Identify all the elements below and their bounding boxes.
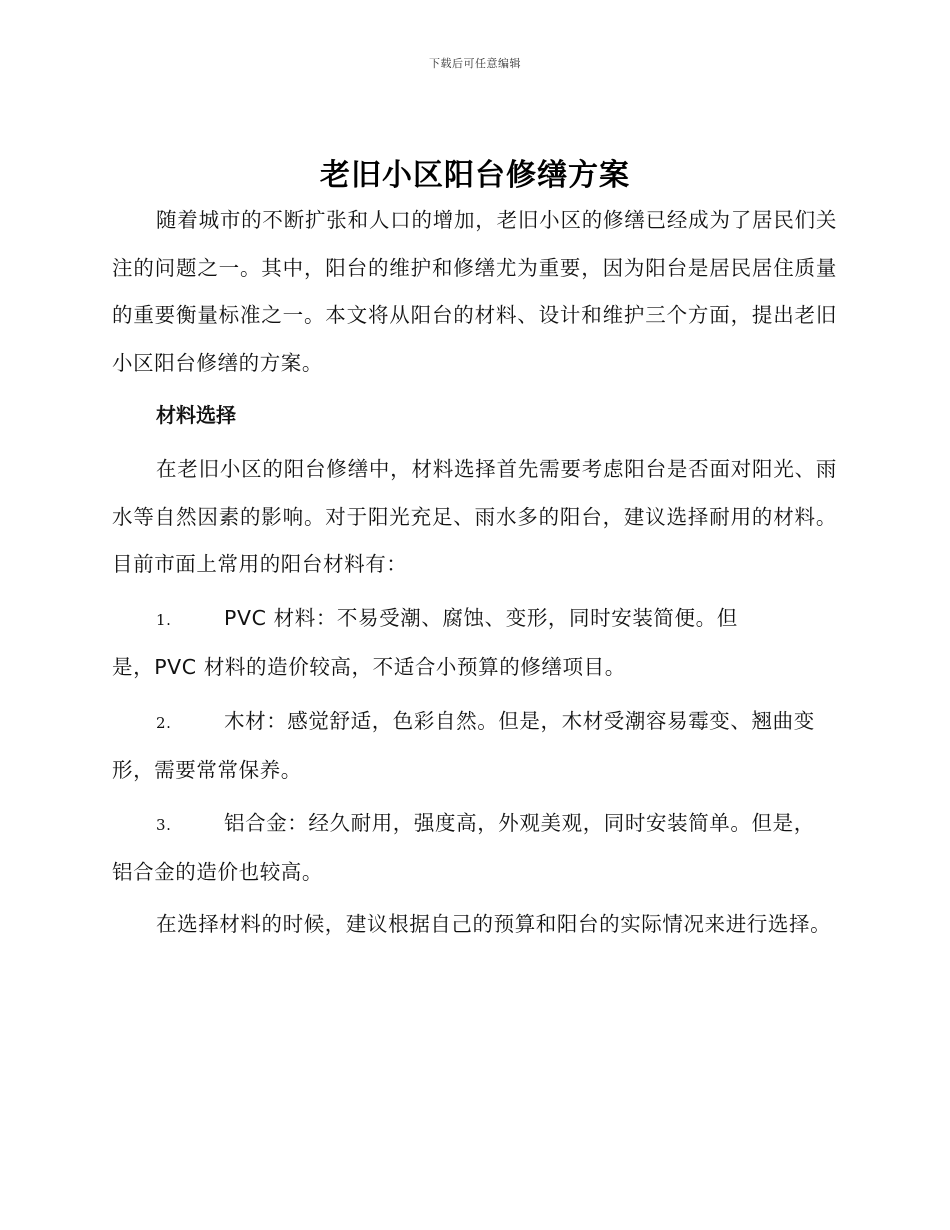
section-heading: 材料选择	[156, 403, 236, 427]
section-intro-paragraph: 在老旧小区的阳台修缮中，材料选择首先需要考虑阳台是否面对阳光、雨水等自然因素的影响。对于阳光充足、雨水多的阳台，建议选择耐用的材料。目前市面上常用的阳台材料有：	[112, 457, 837, 576]
list-item	[112, 595, 837, 691]
list-number: 3.	[156, 816, 172, 834]
header-note: 下载后可任意编辑	[429, 57, 521, 70]
list-text-line1: 铝合金：经久耐用，强度高，外观美观，同时安装简单。但是，	[224, 811, 815, 835]
list-text-line1: 木材：感觉舒适，色彩自然。但是，木材受潮容易霉变、翘曲变	[224, 709, 815, 733]
list-text-line2: 是，PVC 材料的造价较高，不适合小预算的修缮项目。	[112, 655, 626, 679]
list-text-line2: 铝合金的造价也较高。	[112, 860, 323, 884]
list-item	[112, 698, 837, 794]
list-number: 2.	[156, 714, 172, 732]
list-number: 1.	[156, 611, 172, 629]
intro-paragraph: 随着城市的不断扩张和人口的增加，老旧小区的修缮已经成为了居民们关注的问题之一。其中，阳台的维护和修缮尤为重要，因为阳台是居民居住质量的重要衡量标准之一。本文将从阳台的材料、设计和维护三个方面，提出老旧小区阳台修缮的方案。	[112, 208, 837, 375]
document-title: 老旧小区阳台修缮方案	[320, 158, 630, 193]
list-text-line2: 形，需要常常保养。	[112, 758, 302, 782]
list-text-line1: PVC 材料：不易受潮、腐蚀、变形，同时安装简便。但	[224, 606, 738, 630]
conclusion-paragraph: 在选择材料的时候，建议根据自己的预算和阳台的实际情况来进行选择。	[156, 912, 832, 936]
list-item	[112, 800, 837, 896]
